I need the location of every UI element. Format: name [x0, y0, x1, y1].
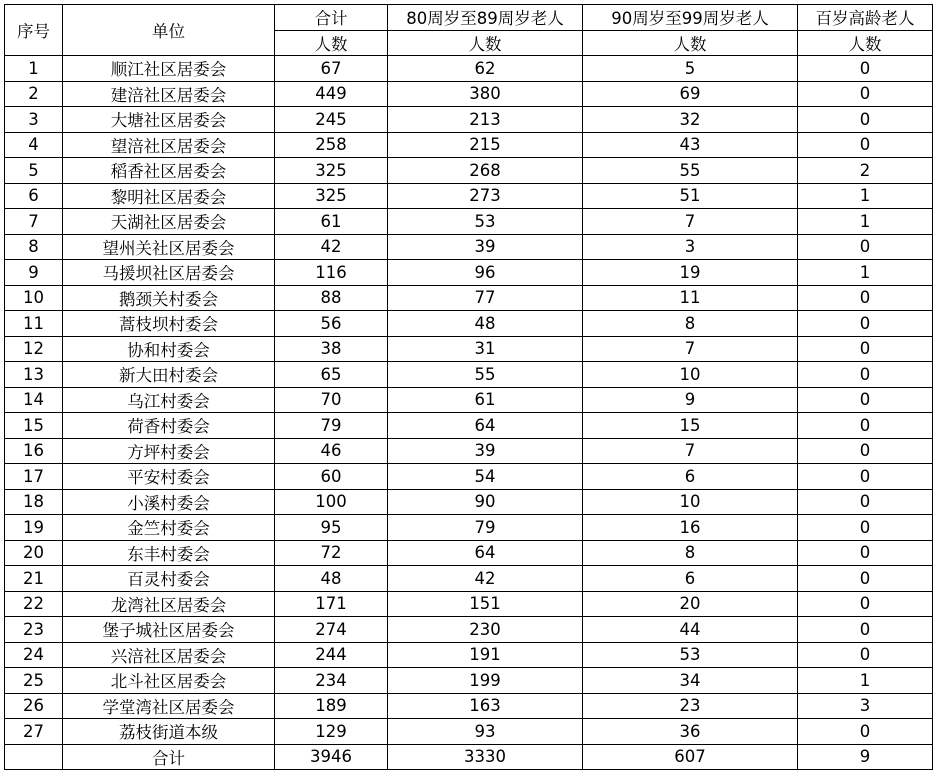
- cell-age80: 268: [388, 158, 583, 184]
- cell-seq: 17: [5, 464, 63, 490]
- cell-age90: 6: [583, 464, 798, 490]
- header-count: 人数: [275, 30, 388, 56]
- cell-age80: 380: [388, 81, 583, 107]
- cell-total: 95: [275, 515, 388, 541]
- cell-age90: 5: [583, 56, 798, 82]
- table-row: [5, 336, 933, 362]
- cell-unit: 望州关社区居委会: [63, 234, 275, 260]
- table-row: [5, 464, 933, 490]
- cell-age90: 7: [583, 438, 798, 464]
- cell-unit: 蒿枝坝村委会: [63, 311, 275, 337]
- cell-age100: 2: [798, 158, 933, 184]
- table-row: [5, 591, 933, 617]
- header-count: 人数: [388, 30, 583, 56]
- cell-seq: 8: [5, 234, 63, 260]
- cell-seq: 12: [5, 336, 63, 362]
- cell-total: 325: [275, 158, 388, 184]
- cell-seq: 15: [5, 413, 63, 439]
- cell-age90: 51: [583, 183, 798, 209]
- cell-age80: 191: [388, 642, 583, 668]
- cell-age100: 3: [798, 693, 933, 719]
- cell-seq: 26: [5, 693, 63, 719]
- cell-seq: 6: [5, 183, 63, 209]
- table-row: [5, 438, 933, 464]
- cell-age80: 53: [388, 209, 583, 235]
- cell-total: 48: [275, 566, 388, 592]
- cell-age80: 62: [388, 56, 583, 82]
- cell-age80: 77: [388, 285, 583, 311]
- cell-age90: 3: [583, 234, 798, 260]
- cell-seq: 11: [5, 311, 63, 337]
- cell-age80: 163: [388, 693, 583, 719]
- cell-age80: 61: [388, 387, 583, 413]
- table-row: [5, 260, 933, 286]
- cell-total: 42: [275, 234, 388, 260]
- cell-age100: 0: [798, 489, 933, 515]
- cell-age90: 10: [583, 489, 798, 515]
- cell-age100: 0: [798, 311, 933, 337]
- header-age90: 90周岁至99周岁老人: [583, 5, 798, 31]
- cell-seq: 5: [5, 158, 63, 184]
- cell-seq: 19: [5, 515, 63, 541]
- table-row: [5, 158, 933, 184]
- cell-age90: 10: [583, 362, 798, 388]
- cell-age100: 0: [798, 362, 933, 388]
- table-row: [5, 489, 933, 515]
- cell-seq: 23: [5, 617, 63, 643]
- cell-age90: 43: [583, 132, 798, 158]
- cell-age80: 215: [388, 132, 583, 158]
- cell-total: 171: [275, 591, 388, 617]
- cell-unit: 稻香社区居委会: [63, 158, 275, 184]
- cell-age80: 42: [388, 566, 583, 592]
- header-age80: 80周岁至89周岁老人: [388, 5, 583, 31]
- cell-age80: 90: [388, 489, 583, 515]
- table-row: [5, 413, 933, 439]
- cell-unit: 金竺村委会: [63, 515, 275, 541]
- table-row: [5, 515, 933, 541]
- table-row: [5, 693, 933, 719]
- cell-age100: 0: [798, 56, 933, 82]
- cell-age90: 32: [583, 107, 798, 133]
- header-unit: 单位: [63, 5, 275, 56]
- cell-seq: 2: [5, 81, 63, 107]
- cell-total: 67: [275, 56, 388, 82]
- cell-seq: 18: [5, 489, 63, 515]
- header-count: 人数: [798, 30, 933, 56]
- cell-age90: 23: [583, 693, 798, 719]
- cell-age80: 39: [388, 234, 583, 260]
- table-row: [5, 209, 933, 235]
- cell-age100: 0: [798, 540, 933, 566]
- cell-age90: 16: [583, 515, 798, 541]
- total-age80: 3330: [388, 744, 583, 769]
- cell-total: 72: [275, 540, 388, 566]
- total-label: 合计: [63, 744, 275, 769]
- cell-age100: 0: [798, 285, 933, 311]
- cell-unit: 马援坝社区居委会: [63, 260, 275, 286]
- cell-age80: 93: [388, 719, 583, 745]
- cell-seq: 21: [5, 566, 63, 592]
- cell-total: 100: [275, 489, 388, 515]
- cell-age100: 1: [798, 260, 933, 286]
- cell-unit: 顺江社区居委会: [63, 56, 275, 82]
- cell-total: 449: [275, 81, 388, 107]
- cell-age80: 55: [388, 362, 583, 388]
- cell-unit: 鹅颈关村委会: [63, 285, 275, 311]
- cell-age90: 11: [583, 285, 798, 311]
- cell-age100: 0: [798, 642, 933, 668]
- cell-seq: 27: [5, 719, 63, 745]
- cell-age80: 48: [388, 311, 583, 337]
- cell-unit: 龙湾社区居委会: [63, 591, 275, 617]
- cell-age90: 9: [583, 387, 798, 413]
- cell-age90: 20: [583, 591, 798, 617]
- cell-age100: 0: [798, 515, 933, 541]
- table-row: [5, 285, 933, 311]
- cell-total: 245: [275, 107, 388, 133]
- cell-unit: 荔枝街道本级: [63, 719, 275, 745]
- elderly-statistics-table: [4, 4, 933, 770]
- cell-unit: 新大田村委会: [63, 362, 275, 388]
- header-total: 合计: [275, 5, 388, 31]
- cell-seq: 22: [5, 591, 63, 617]
- cell-age100: 0: [798, 464, 933, 490]
- cell-unit: 小溪村委会: [63, 489, 275, 515]
- table-row: [5, 719, 933, 745]
- cell-age90: 53: [583, 642, 798, 668]
- cell-age80: 199: [388, 668, 583, 694]
- cell-age100: 0: [798, 336, 933, 362]
- cell-age90: 36: [583, 719, 798, 745]
- cell-total: 189: [275, 693, 388, 719]
- header-age100: 百岁高龄老人: [798, 5, 933, 31]
- cell-age100: 1: [798, 209, 933, 235]
- cell-age90: 7: [583, 336, 798, 362]
- table-row: [5, 311, 933, 337]
- cell-age80: 273: [388, 183, 583, 209]
- cell-total: 60: [275, 464, 388, 490]
- cell-total: 38: [275, 336, 388, 362]
- header-row-1: [5, 5, 933, 31]
- table-row: [5, 668, 933, 694]
- cell-unit: 堡子城社区居委会: [63, 617, 275, 643]
- cell-total: 65: [275, 362, 388, 388]
- cell-seq: 3: [5, 107, 63, 133]
- table-row: [5, 540, 933, 566]
- cell-age100: 0: [798, 132, 933, 158]
- cell-age100: 0: [798, 387, 933, 413]
- cell-age90: 34: [583, 668, 798, 694]
- cell-total: 88: [275, 285, 388, 311]
- cell-age80: 54: [388, 464, 583, 490]
- cell-age90: 69: [583, 81, 798, 107]
- cell-seq: 4: [5, 132, 63, 158]
- cell-seq: 13: [5, 362, 63, 388]
- cell-age90: 8: [583, 311, 798, 337]
- cell-unit: 大塘社区居委会: [63, 107, 275, 133]
- header-seq: 序号: [5, 5, 63, 56]
- cell-unit: 协和村委会: [63, 336, 275, 362]
- cell-age90: 55: [583, 158, 798, 184]
- cell-age90: 6: [583, 566, 798, 592]
- cell-age100: 0: [798, 617, 933, 643]
- cell-seq: 10: [5, 285, 63, 311]
- table-row: [5, 132, 933, 158]
- cell-unit: 方坪村委会: [63, 438, 275, 464]
- table-row: [5, 566, 933, 592]
- cell-total: 61: [275, 209, 388, 235]
- cell-unit: 天湖社区居委会: [63, 209, 275, 235]
- cell-age80: 39: [388, 438, 583, 464]
- cell-unit: 荷香村委会: [63, 413, 275, 439]
- cell-unit: 黎明社区居委会: [63, 183, 275, 209]
- cell-seq: 25: [5, 668, 63, 694]
- cell-unit: 乌江村委会: [63, 387, 275, 413]
- table-row: [5, 387, 933, 413]
- cell-age100: 0: [798, 591, 933, 617]
- cell-unit: 东丰村委会: [63, 540, 275, 566]
- cell-total: 46: [275, 438, 388, 464]
- cell-age90: 8: [583, 540, 798, 566]
- table-row: [5, 107, 933, 133]
- total-age100: 9: [798, 744, 933, 769]
- cell-unit: 百灵村委会: [63, 566, 275, 592]
- cell-seq: 24: [5, 642, 63, 668]
- cell-age80: 31: [388, 336, 583, 362]
- cell-unit: 建涪社区居委会: [63, 81, 275, 107]
- cell-unit: 平安村委会: [63, 464, 275, 490]
- cell-age100: 0: [798, 107, 933, 133]
- cell-total: 79: [275, 413, 388, 439]
- cell-unit: 学堂湾社区居委会: [63, 693, 275, 719]
- cell-seq: 16: [5, 438, 63, 464]
- table-row: [5, 362, 933, 388]
- cell-total: 258: [275, 132, 388, 158]
- cell-age100: 0: [798, 81, 933, 107]
- cell-total: 274: [275, 617, 388, 643]
- cell-unit: 望涪社区居委会: [63, 132, 275, 158]
- cell-total: 325: [275, 183, 388, 209]
- cell-age80: 79: [388, 515, 583, 541]
- cell-unit: 兴涪社区居委会: [63, 642, 275, 668]
- table-row: [5, 56, 933, 82]
- cell-total: 244: [275, 642, 388, 668]
- total-seq: [5, 744, 63, 769]
- table-row: [5, 183, 933, 209]
- cell-age100: 1: [798, 183, 933, 209]
- table-row: [5, 81, 933, 107]
- cell-seq: 20: [5, 540, 63, 566]
- table-body: [5, 56, 933, 745]
- cell-total: 234: [275, 668, 388, 694]
- cell-seq: 7: [5, 209, 63, 235]
- cell-age80: 64: [388, 413, 583, 439]
- cell-seq: 1: [5, 56, 63, 82]
- cell-age80: 213: [388, 107, 583, 133]
- table-row: [5, 234, 933, 260]
- cell-total: 56: [275, 311, 388, 337]
- cell-total: 116: [275, 260, 388, 286]
- cell-seq: 9: [5, 260, 63, 286]
- cell-age80: 96: [388, 260, 583, 286]
- cell-age100: 0: [798, 566, 933, 592]
- cell-age100: 0: [798, 719, 933, 745]
- cell-age90: 44: [583, 617, 798, 643]
- cell-seq: 14: [5, 387, 63, 413]
- cell-unit: 北斗社区居委会: [63, 668, 275, 694]
- cell-age80: 151: [388, 591, 583, 617]
- cell-age90: 15: [583, 413, 798, 439]
- cell-total: 70: [275, 387, 388, 413]
- total-sum: 3946: [275, 744, 388, 769]
- table-row: [5, 617, 933, 643]
- cell-age100: 1: [798, 668, 933, 694]
- cell-age80: 230: [388, 617, 583, 643]
- cell-age90: 7: [583, 209, 798, 235]
- table-row: [5, 642, 933, 668]
- cell-age90: 19: [583, 260, 798, 286]
- cell-age80: 64: [388, 540, 583, 566]
- cell-age100: 0: [798, 234, 933, 260]
- cell-age100: 0: [798, 413, 933, 439]
- cell-age100: 0: [798, 438, 933, 464]
- total-age90: 607: [583, 744, 798, 769]
- total-row: [5, 744, 933, 769]
- cell-total: 129: [275, 719, 388, 745]
- header-count: 人数: [583, 30, 798, 56]
